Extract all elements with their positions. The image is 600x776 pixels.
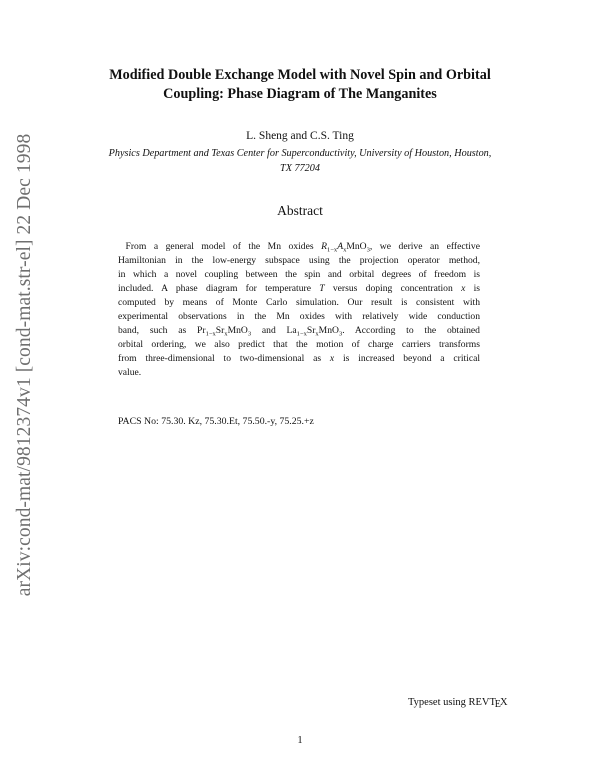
formula-subscript: 1−x [327,246,338,254]
affiliation [70,146,530,176]
abstract-line-6: experimental observations in the Mn oxides with relatively wide conduction [118,311,480,322]
abstract-line-1 [118,240,480,254]
abstract-line-2: Hamiltonian in the low-energy subspace using the projection operator method, [118,255,480,266]
formula-symbol: A [337,241,344,252]
formula-subscript: x [315,330,319,338]
arxiv-stamp [8,130,42,600]
formula-subscript: x [224,330,228,338]
formula-subscript: x [343,246,347,254]
abstract-heading: Abstract [277,203,323,218]
revtex-logo-part: E [494,698,501,710]
abstract-text: is [465,283,481,294]
title-line-1: Modified Double Exchange Model with Novel Spin and Orbital [109,67,491,83]
pacs-numbers: PACS No: 75.30. Kz, 75.30.Et, 75.50.-y, 75.25.+z [118,416,314,427]
formula-subscript: 3 [366,246,370,254]
abstract-text: Sr [306,325,316,336]
affiliation-line-2: TX 77204 [280,163,320,174]
formula-symbol: R [321,241,327,252]
formula-subscript: 1−x [296,330,307,338]
abstract-line-8: orbital ordering, we also predict that the motion of charge carriers transforms [118,339,480,350]
abstract-text: is increased beyond a critical [334,353,481,364]
abstract-line-5: computed by means of Monte Carlo simulation. Our result is consistent with [118,297,480,308]
abstract-text: MnO [227,325,248,336]
arxiv-stamp-text: arXiv:cond-mat/9812374v1 [cond-mat.str-el] 22 Dec 1998 [14,133,35,597]
abstract-line-4 [118,282,480,296]
page-number: 1 [297,735,303,746]
affiliation-line-1: Physics Department and Texas Center for Superconductivity, University of Houston, Houston, [108,148,492,159]
abstract-line-7 [118,324,480,338]
formula-subscript: 3 [247,330,252,338]
abstract-text: . According to the obtained [342,325,480,336]
math-variable: x [461,283,466,294]
abstract-line-9 [118,352,480,366]
abstract-body [118,240,480,380]
formula-text: MnO [346,241,367,252]
abstract-line-10: value. [118,367,142,378]
math-variable: T [319,283,325,294]
formula-subscript: 1−x [205,330,216,338]
abstract-text: included. A phase diagram for temperature [118,283,320,294]
abstract-text: , we derive an effective [369,241,480,252]
abstract-text: and La [251,325,297,336]
authors: L. Sheng and C.S. Ting [246,130,354,142]
typeset-note [408,697,508,710]
paper-title [70,66,530,104]
revtex-logo-part: REVT [468,697,496,708]
abstract-text: Sr [215,325,225,336]
abstract-text: from three-dimensional to two-dimensional as [118,353,330,364]
abstract-text: versus doping concentration [324,283,462,294]
typeset-prefix: Typeset using [408,697,469,708]
abstract-line-3: in which a novel coupling between the spin and orbital degrees of freedom is [118,269,480,280]
abstract-text: band, such as Pr [118,325,206,336]
title-line-2: Coupling: Phase Diagram of The Manganites [163,86,437,102]
math-variable: x [329,353,335,364]
formula-subscript: 3 [338,330,343,338]
abstract-text: From a general model of the Mn oxides [125,241,322,252]
revtex-logo-part: X [500,697,508,708]
abstract-text: MnO [318,325,339,336]
